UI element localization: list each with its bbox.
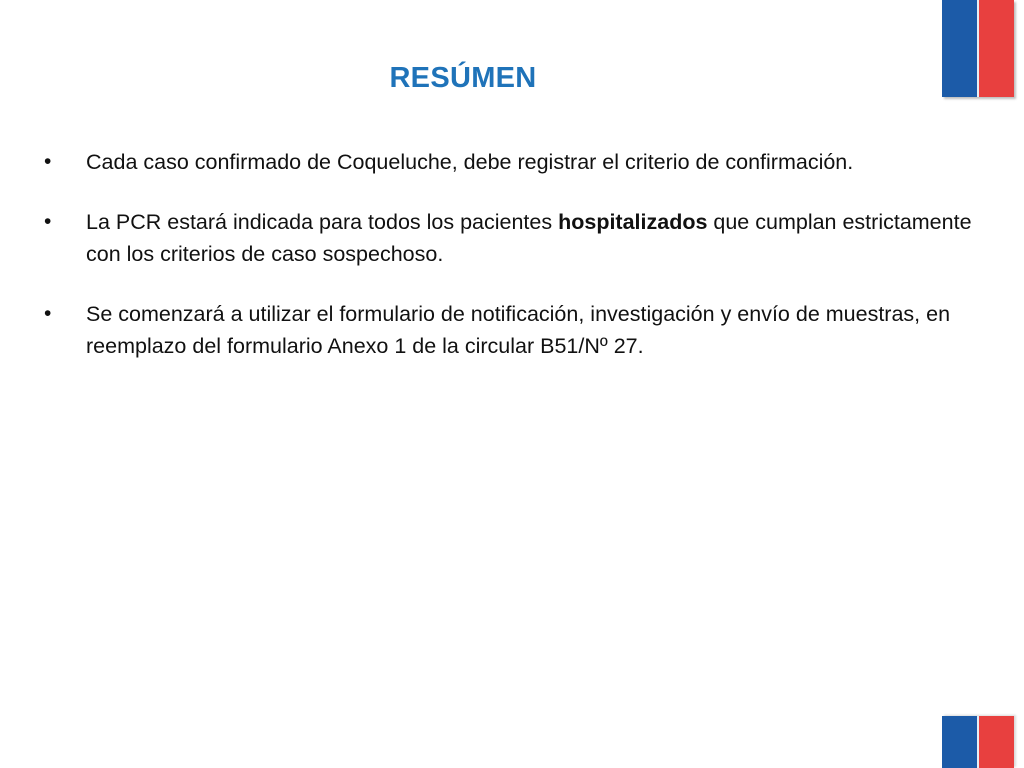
bullet-icon: • (44, 150, 52, 173)
bullet-text-continued: que cumplan estrictamente con los criterios de caso sospechoso. (86, 210, 972, 266)
flag-blue-band (942, 716, 979, 768)
bullet-list (40, 146, 980, 390)
bullet-item (40, 146, 980, 178)
flag-blue-band (942, 0, 979, 97)
flag-red-band (979, 0, 1014, 97)
flag-logo-top (942, 0, 1014, 97)
bullet-text: Cada caso confirmado de Coqueluche, debe registrar el criterio de confirmación. (86, 150, 854, 174)
flag-red-band (979, 716, 1014, 768)
bullet-icon: • (44, 210, 52, 233)
bullet-item (40, 298, 980, 362)
bullet-icon: • (44, 302, 52, 325)
flag-logo-bottom (942, 716, 1014, 768)
slide-title: RESÚMEN (389, 62, 537, 94)
bullet-text: Se comenzará a utilizar el formulario de notificación, investigación y envío de muestras, en reemplazo del formulario Anexo 1 de la circular B51/Nº 27. (86, 302, 951, 358)
bullet-text: La PCR estará indicada para todos los pacientes (86, 210, 559, 234)
bullet-item (40, 206, 980, 270)
bullet-emphasis: hospitalizados (558, 210, 708, 234)
